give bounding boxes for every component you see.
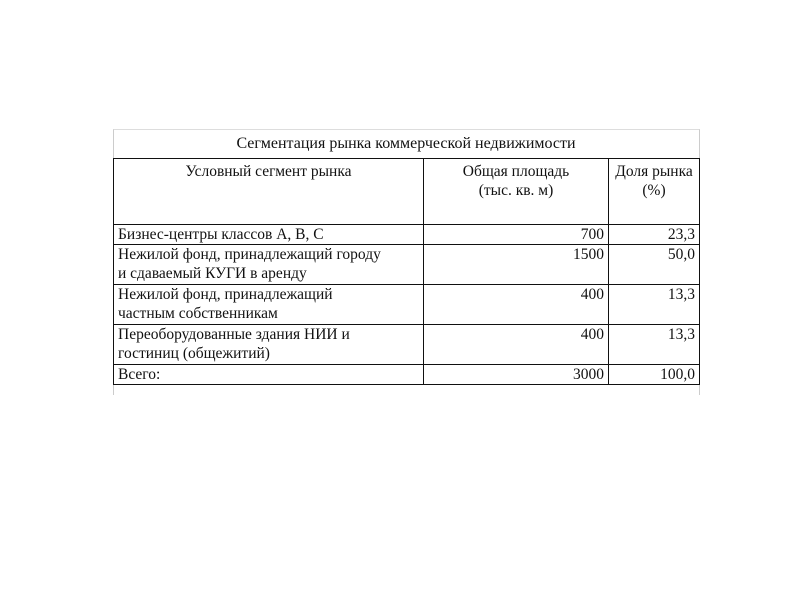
segment-text: Бизнес-центры классов А, В, С: [118, 226, 324, 243]
header-share: [609, 159, 700, 225]
header-segment-text: Условный сегмент рынка: [185, 163, 352, 180]
header-area-line1: Общая площадь: [462, 163, 570, 180]
table-row: [114, 225, 700, 245]
share-cell: 13,3: [609, 325, 700, 365]
total-label: Всего:: [114, 365, 424, 385]
total-row: [114, 365, 700, 385]
table-row: [114, 285, 700, 325]
table-title: Сегментация рынка коммерческой недвижимости: [236, 135, 576, 152]
table-row: [114, 325, 700, 365]
share-cell: 23,3: [609, 225, 700, 245]
market-segmentation-table: [113, 158, 700, 385]
header-segment: [114, 159, 424, 225]
segment-text: Переоборудованные здания НИИ и: [118, 326, 350, 343]
total-area: 3000: [424, 365, 609, 385]
header-share-line2: (%): [642, 182, 666, 199]
header-share-line1: Доля рынка: [615, 163, 693, 180]
segment-text: частным собственникам: [118, 305, 278, 322]
share-cell: 50,0: [609, 245, 700, 285]
header-area-line2: (тыс. кв. м): [478, 182, 554, 199]
header-area: [424, 159, 609, 225]
segment-text: Нежилой фонд, принадлежащий: [118, 286, 333, 303]
segment-cell: [114, 225, 424, 245]
total-share: 100,0: [609, 365, 700, 385]
share-cell: 13,3: [609, 285, 700, 325]
segment-cell: [114, 325, 424, 365]
area-cell: 400: [424, 325, 609, 365]
header-row: [114, 159, 700, 225]
segment-text: Нежилой фонд, принадлежащий городу: [118, 246, 381, 263]
segment-cell: [114, 285, 424, 325]
area-cell: 700: [424, 225, 609, 245]
table-row: [114, 245, 700, 285]
segment-cell: [114, 245, 424, 285]
area-cell: 400: [424, 285, 609, 325]
area-cell: 1500: [424, 245, 609, 285]
segment-text: гостиниц (общежитий): [118, 345, 270, 362]
segment-text: и сдаваемый КУГИ в аренду: [118, 265, 307, 282]
